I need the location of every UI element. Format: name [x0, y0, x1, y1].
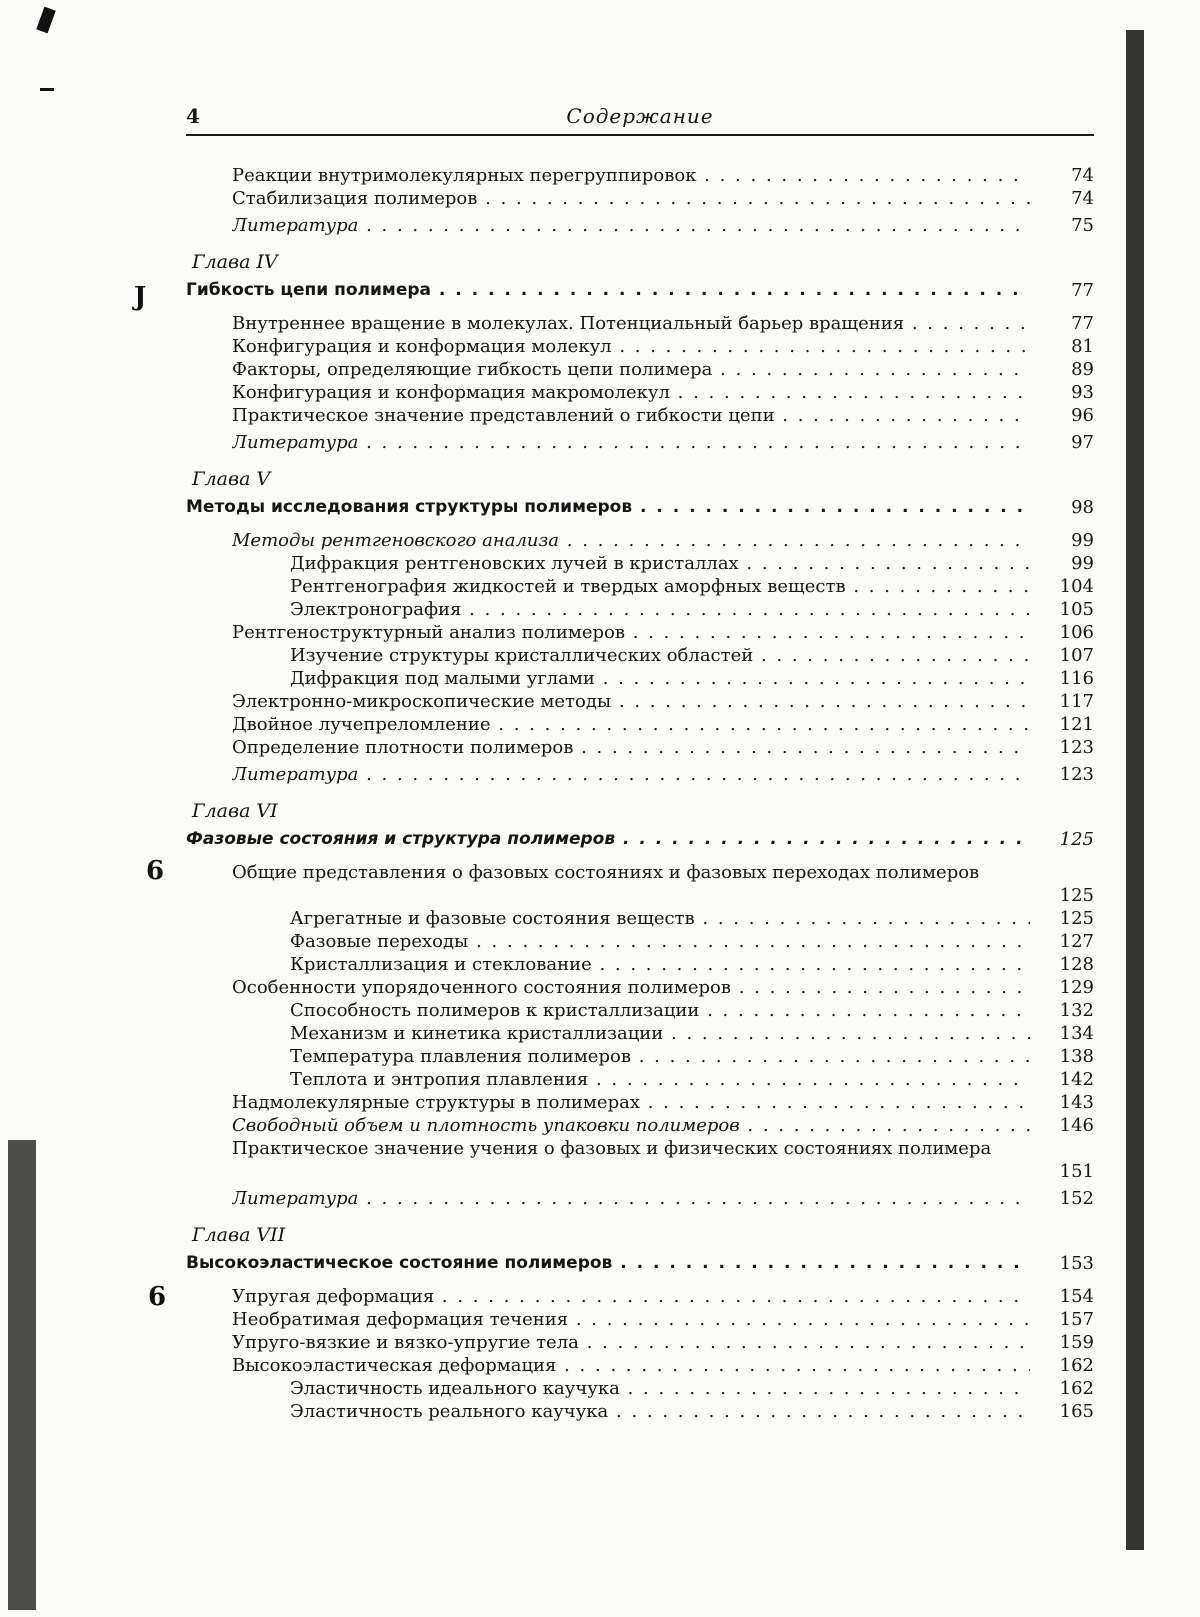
toc-entry-title: Конфигурация и конформация молекул . . .: [232, 335, 1030, 358]
toc-entry: [186, 690, 1094, 713]
toc-entry-title: Электронно-микроскопические методы . . .: [232, 690, 1030, 713]
toc-entry-title: Способность полимеров к кристаллизации . . .: [290, 999, 1030, 1022]
toc-entry-title: Практическое значение учения о фазовых и физических состояниях полимера: [232, 1138, 992, 1159]
chapter-heading: Глава VI: [192, 800, 278, 822]
toc-entry-title: Практическое значение представлений о гибкости цепи . . .: [232, 404, 1030, 427]
toc-entry: [186, 953, 1094, 976]
toc-entry-page: 96: [1071, 405, 1094, 426]
toc-entry-title: Высокоэластическое состояние полимеров . . .: [186, 1252, 1030, 1275]
toc-section: [186, 1252, 1094, 1275]
toc-entry-page: 162: [1059, 1355, 1094, 1376]
scan-mark-top-left: [36, 7, 55, 34]
toc-entry-page: 99: [1071, 553, 1094, 574]
toc-entry-title: Необратимая деформация течения . . .: [232, 1308, 1030, 1331]
toc-entry: [186, 1114, 1094, 1137]
toc-entry-title: Надмолекулярные структуры в полимерах . . .: [232, 1091, 1030, 1114]
toc-section: [186, 496, 1094, 519]
toc-entry: [186, 598, 1094, 621]
toc-entry-page: 152: [1059, 1188, 1094, 1209]
toc-entry: [186, 1285, 1094, 1308]
running-header: [186, 104, 1094, 136]
margin-mark-1: J: [134, 282, 147, 312]
toc-entry-title: Кристаллизация и стеклование . . .: [290, 953, 1030, 976]
toc-entry-title: Особенности упорядоченного состояния полимеров . . .: [232, 976, 1030, 999]
toc-entry-title: Общие представления о фазовых состояниях и фазовых переходах полимеров: [232, 862, 980, 883]
toc-entry-title: Рентгеноструктурный анализ полимеров . . .: [232, 621, 1030, 644]
toc-entry: [186, 907, 1094, 930]
toc-entry: [186, 621, 1094, 644]
margin-mark-2: 6: [146, 856, 165, 886]
toc-entry: [186, 381, 1094, 404]
toc-section: [186, 828, 1094, 851]
toc-entry-page: 157: [1059, 1309, 1094, 1330]
toc-entry-title: Внутреннее вращение в молекулах. Потенциальный барьер вращения . . .: [232, 312, 1030, 335]
scan-edge-left: [8, 1140, 36, 1610]
toc-literature: [186, 1187, 1094, 1210]
toc-entry-page: 81: [1071, 336, 1094, 357]
toc-entry: [186, 713, 1094, 736]
toc-entry-title: Реакции внутримолекулярных перегруппировок . . .: [232, 164, 1030, 187]
toc-entry-title: Эластичность идеального каучука . . .: [290, 1377, 1030, 1400]
margin-mark-3: 6: [148, 1282, 167, 1312]
toc-entry-title: Упругая деформация . . .: [232, 1285, 1030, 1308]
toc-entry-page: 153: [1059, 1253, 1094, 1274]
toc-entry-page: 128: [1059, 954, 1094, 975]
toc-entry: [186, 1022, 1094, 1045]
toc-entry: [186, 1331, 1094, 1354]
toc-entry-title: Упруго-вязкие и вязко-упругие тела . . .: [232, 1331, 1030, 1354]
toc-entry-title: Стабилизация полимеров . . .: [232, 187, 1030, 210]
toc-entry-title: Фазовые состояния и структура полимеров . . .: [186, 828, 1030, 851]
toc-entry: [186, 312, 1094, 335]
toc-entry-page: 142: [1059, 1069, 1094, 1090]
toc-entry-title: Изучение структуры кристаллических областей . . .: [290, 644, 1030, 667]
toc-entry-title: Литература . . .: [232, 431, 1030, 454]
toc-entry-title: Гибкость цепи полимера . . .: [186, 279, 1030, 302]
toc-entry-page: 138: [1059, 1046, 1094, 1067]
toc-entry-title: Двойное лучепреломление . . .: [232, 713, 1030, 736]
toc-entry-page: 165: [1059, 1401, 1094, 1422]
toc-entry-title: Высокоэластическая деформация . . .: [232, 1354, 1030, 1377]
toc-entry: [186, 552, 1094, 575]
toc-entry-title: Методы рентгеновского анализа . . .: [232, 529, 1030, 552]
toc-entry-page: 123: [1059, 737, 1094, 758]
page-number: 4: [186, 104, 200, 128]
toc-entry-title: Теплота и энтропия плавления . . .: [290, 1068, 1030, 1091]
toc-entry: [186, 1091, 1094, 1114]
toc-entry: [186, 164, 1094, 187]
toc-entry-title: Конфигурация и конформация макромолекул . . .: [232, 381, 1030, 404]
toc-entry-page: 154: [1059, 1286, 1094, 1307]
toc-entry-title: Методы исследования структуры полимеров . . .: [186, 496, 1030, 519]
scan-mark-left-dash: [40, 88, 54, 91]
toc-entry-page: 162: [1059, 1378, 1094, 1399]
toc-entry: [186, 358, 1094, 381]
toc-entry: [186, 404, 1094, 427]
toc-entry-page: 125: [1059, 908, 1094, 929]
toc-entry-title: Свободный объем и плотность упаковки полимеров . . .: [232, 1114, 1030, 1137]
toc-entry: [186, 1045, 1094, 1068]
toc-entry-title: Эластичность реального каучука . . .: [290, 1400, 1030, 1423]
toc-entry-page: 105: [1059, 599, 1094, 620]
toc-entry: [186, 1308, 1094, 1331]
toc-entry-title: Литература . . .: [232, 214, 1030, 237]
toc-entry-page: 77: [1071, 280, 1094, 301]
toc-entry: [186, 575, 1094, 598]
toc-entry-page: 77: [1071, 313, 1094, 334]
toc-entry-page: 129: [1059, 977, 1094, 998]
toc-entry-title: Литература . . .: [232, 1187, 1030, 1210]
toc-entry-page: 117: [1059, 691, 1094, 712]
toc-entry-page: 116: [1059, 668, 1094, 689]
toc-entry-title: Факторы, определяющие гибкость цепи полимера . . .: [232, 358, 1030, 381]
toc-entry: [186, 976, 1094, 999]
toc-entry-title: Определение плотности полимеров . . .: [232, 736, 1030, 759]
toc-entry-page: 89: [1071, 359, 1094, 380]
toc-entry: [186, 644, 1094, 667]
toc-entry: [186, 1377, 1094, 1400]
toc-literature: [186, 763, 1094, 786]
table-of-contents: [186, 164, 1094, 1423]
toc-entry-title: Дифракция под малыми углами . . .: [290, 667, 1030, 690]
toc-entry: [186, 1137, 1094, 1183]
toc-entry-page: 99: [1071, 530, 1094, 551]
toc-entry-page: 143: [1059, 1092, 1094, 1113]
toc-entry-page: 74: [1071, 188, 1094, 209]
toc-literature: [186, 431, 1094, 454]
toc-entry-page: 123: [1059, 764, 1094, 785]
running-title: Содержание: [566, 104, 714, 128]
toc-entry-page: 132: [1059, 1000, 1094, 1021]
toc-entry-page: 75: [1071, 215, 1094, 236]
toc-entry: [186, 999, 1094, 1022]
toc-entry: [186, 529, 1094, 552]
chapter-heading: Глава VII: [192, 1224, 286, 1246]
toc-entry-title: Механизм и кинетика кристаллизации . . .: [290, 1022, 1030, 1045]
toc-entry-page: 125: [1059, 885, 1094, 906]
toc-entry-page: 146: [1059, 1115, 1094, 1136]
toc-entry-page: 107: [1059, 645, 1094, 666]
toc-entry: [186, 930, 1094, 953]
toc-entry: [186, 861, 1094, 907]
scan-edge-right: [1126, 30, 1144, 1550]
toc-entry-page: 74: [1071, 165, 1094, 186]
toc-entry-page: 93: [1071, 382, 1094, 403]
toc-entry-page: 106: [1059, 622, 1094, 643]
toc-entry: [186, 1400, 1094, 1423]
chapter-heading: Глава V: [192, 468, 271, 490]
toc-entry-title: Агрегатные и фазовые состояния веществ . . .: [290, 907, 1030, 930]
toc-entry-title: Дифракция рентгеновских лучей в кристаллах . . .: [290, 552, 1030, 575]
toc-entry-title: Фазовые переходы . . .: [290, 930, 1030, 953]
toc-entry-title: Электронография . . .: [290, 598, 1030, 621]
toc-entry-page: 159: [1059, 1332, 1094, 1353]
toc-entry-page: 151: [1059, 1161, 1094, 1182]
toc-entry-title: Литература . . .: [232, 763, 1030, 786]
toc-entry: [186, 1068, 1094, 1091]
toc-entry-page: 121: [1059, 714, 1094, 735]
toc-entry-page: 125: [1059, 829, 1094, 850]
toc-entry: [186, 187, 1094, 210]
toc-entry-page: 97: [1071, 432, 1094, 453]
toc-entry-page: 104: [1059, 576, 1094, 597]
toc-entry-page: 134: [1059, 1023, 1094, 1044]
toc-entry: [186, 1354, 1094, 1377]
toc-literature: [186, 214, 1094, 237]
toc-entry: [186, 335, 1094, 358]
chapter-heading: Глава IV: [192, 251, 278, 273]
toc-section: [186, 279, 1094, 302]
toc-entry-title: Рентгенография жидкостей и твердых аморфных веществ . . .: [290, 575, 1030, 598]
toc-entry-page: 98: [1071, 497, 1094, 518]
toc-entry: [186, 736, 1094, 759]
toc-entry: [186, 667, 1094, 690]
toc-entry-page: 127: [1059, 931, 1094, 952]
toc-entry-title: Температура плавления полимеров . . .: [290, 1045, 1030, 1068]
